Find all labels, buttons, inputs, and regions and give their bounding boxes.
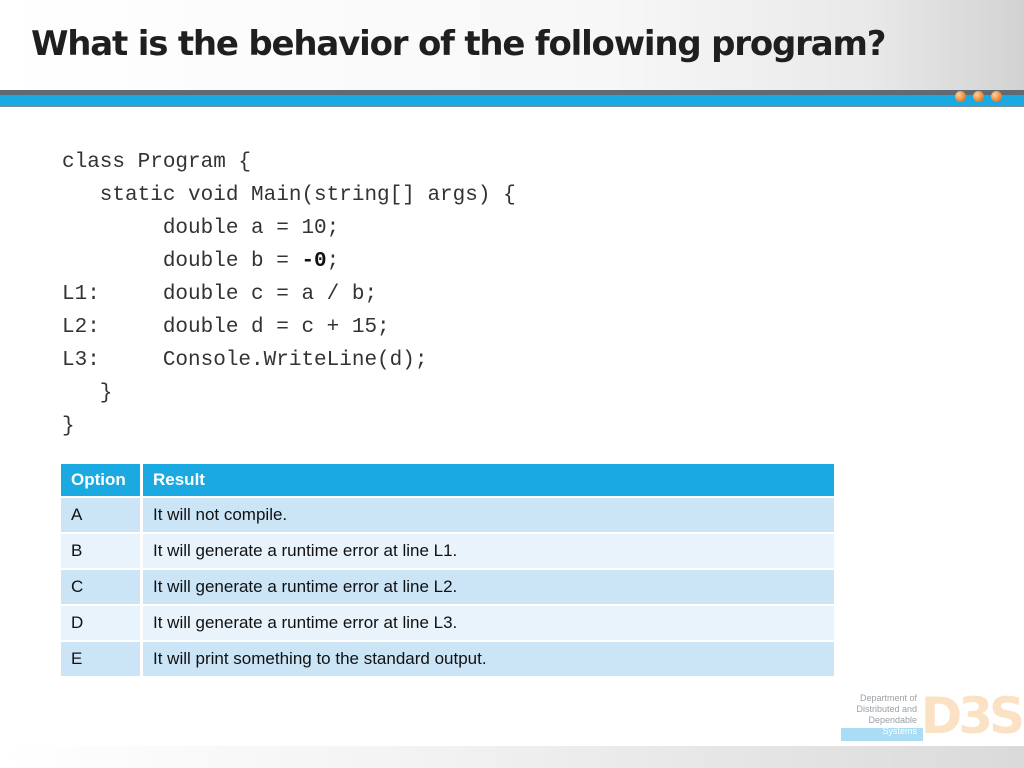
slide-title: What is the behavior of the following program? <box>31 24 886 64</box>
code-line-b <box>62 245 516 278</box>
result-cell: It will not compile. <box>142 497 835 533</box>
result-cell: It will generate a runtime error at line L2. <box>142 569 835 605</box>
logo-mark: D3S <box>920 687 1021 745</box>
header-divider-shadow <box>0 105 1024 107</box>
code-line: } <box>62 415 75 438</box>
decorative-dot <box>991 91 1002 102</box>
code-negative-zero: -0 <box>301 250 327 273</box>
decorative-dot <box>955 91 966 102</box>
logo-line: Distributed and <box>856 704 917 714</box>
table-row <box>61 641 834 677</box>
options-table <box>61 464 834 678</box>
logo-line: Dependable <box>868 715 917 725</box>
decorative-dot <box>973 91 984 102</box>
code-block <box>62 146 516 443</box>
result-cell: It will print something to the standard output. <box>142 641 835 677</box>
option-cell: B <box>61 533 142 569</box>
option-cell: A <box>61 497 142 533</box>
logo-line: Department of <box>859 693 917 703</box>
column-header-result: Result <box>142 464 835 497</box>
table-row <box>61 533 834 569</box>
title-band <box>0 0 1024 90</box>
code-text: double b = <box>62 250 302 273</box>
logo-text <box>856 693 917 737</box>
column-header-option: Option <box>61 464 142 497</box>
code-line: class Program { <box>62 151 252 174</box>
code-line: L1: double c = a / b; <box>62 283 378 306</box>
code-line: L3: Console.WriteLine(d); <box>62 349 428 372</box>
table-header-row <box>61 464 834 497</box>
option-cell: C <box>61 569 142 605</box>
table-row <box>61 497 834 533</box>
code-line: static void Main(string[] args) { <box>62 184 516 207</box>
result-cell: It will generate a runtime error at line L1. <box>142 533 835 569</box>
code-semicolon: ; <box>326 250 340 273</box>
code-line: L2: double d = c + 15; <box>62 316 390 339</box>
code-line: double a = 10; <box>62 217 340 240</box>
table-row <box>61 569 834 605</box>
option-cell: D <box>61 605 142 641</box>
option-cell: E <box>61 641 142 677</box>
footer-bar <box>0 746 1024 768</box>
table-row <box>61 605 834 641</box>
result-cell: It will generate a runtime error at line L3. <box>142 605 835 641</box>
code-line: } <box>62 382 113 405</box>
header-divider-blue <box>0 95 1024 105</box>
department-logo <box>841 687 1021 745</box>
logo-line: Systems <box>882 726 917 736</box>
decorative-dots <box>955 91 1002 102</box>
